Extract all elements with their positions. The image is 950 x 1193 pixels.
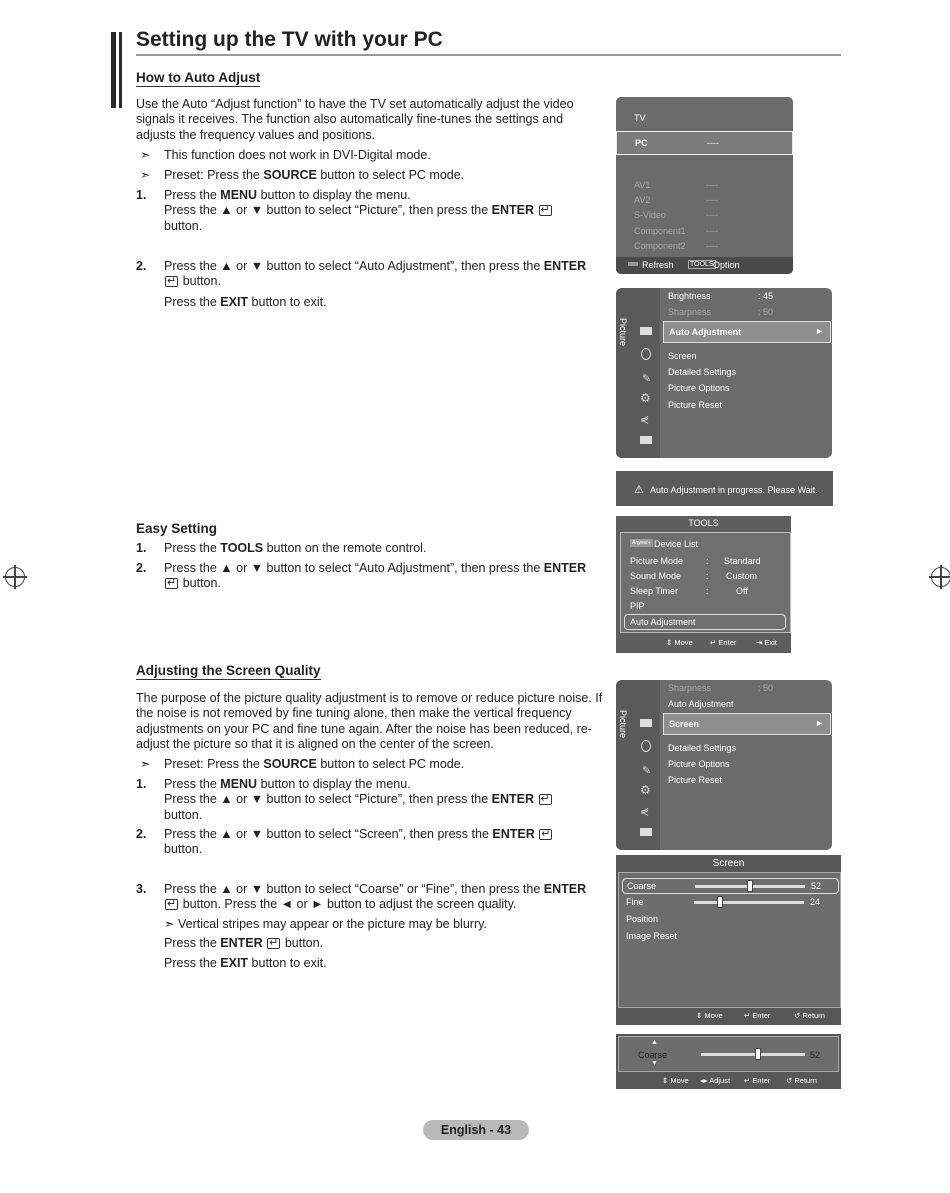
picture-menu-osd-2 [616,680,832,850]
tools-title: TOOLS [688,518,719,528]
menu-item-brightness[interactable]: Brightness [668,291,711,301]
sharpness-value: : 50 [758,307,774,317]
return-hint: ↺ Return [794,1011,825,1020]
enter-icon: ↵ [167,275,177,288]
tools-item-pip[interactable]: PIP [630,601,645,611]
channel-menu-icon[interactable]: ✎ [642,373,652,385]
section-heading-auto-adjust [136,70,260,85]
enter-icon: ↵ [541,828,551,840]
step-number: 3. [136,882,147,896]
page-number-footer: English - 43 [423,1120,529,1140]
menu-item-position[interactable]: Position [626,914,659,924]
menu-item-sharpness[interactable]: Sharpness [668,307,712,317]
menu-item[interactable]: Picture Options [668,383,730,394]
enter-hint: ↵ Enter [744,1076,771,1085]
fine-value: 24 [810,897,821,907]
warning-icon: ⚠ [634,484,644,496]
setup-gear-icon[interactable]: ⚙ [640,783,651,797]
step-body: Press the ▲ or ▼ button to select “Auto Adjustment”, then press the ENTER ↵ button. [164,561,587,591]
coarse-value: 52 [811,881,822,891]
easy-step-2 [136,561,606,592]
arrow-icon: ➣ [140,148,151,162]
setup-gear-icon[interactable]: ⚙ [640,391,651,405]
arrow-icon: ➣ [164,916,175,931]
note-text: Preset: Press the SOURCE button to select PC mode. [164,757,465,771]
move-hint: ⇕ Move [666,638,693,647]
tools-row[interactable]: Sound Mode : Custom [630,571,758,581]
side-label: Picture [618,710,628,739]
fine-slider-knob[interactable] [717,896,723,908]
up-arrow-icon[interactable]: ▲ [651,1039,658,1046]
coarse-adjust-label: Coarse [638,1050,668,1060]
menu-icon-column [616,680,660,850]
menu-items [668,348,736,413]
title-rule [136,54,841,56]
anynet-logo: Anynet+ [632,540,651,546]
input-menu-icon[interactable]: ⋞ [640,414,650,426]
easy-step-1 [136,541,606,556]
screen-quality-intro: The purpose of the picture quality adjustment is to remove or reduce picture noise. If the noise is not removed by fine tuning alone, then make the vertical frequency adjustments on your PC and fine tune again. After the noise has been reduced, re-adjust the picture so that it is aligned on the center of the screen. [136,691,603,752]
registration-mark-left [5,567,25,587]
tools-row[interactable]: Sleep Timer : Off [630,586,748,596]
coarse-row-selected[interactable] [622,878,839,894]
step-number: 1. [136,777,147,791]
menu-item-image-reset[interactable]: Image Reset [626,931,678,941]
page-title: Setting up the TV with your PC [136,28,443,51]
sharpness-value: : 50 [758,683,774,693]
tools-item-device-list[interactable]: Device List [654,539,699,549]
menu-item-auto-adjustment[interactable]: Auto Adjustment [668,699,734,709]
screen-osd [616,855,841,1025]
progress-message-text: Auto Adjustment in progress. Please Wait. [650,485,818,495]
screen-step-1 [136,777,606,823]
note-text: This function does not work in DVI-Digital mode. [164,148,431,162]
option-label[interactable]: Option [713,260,740,270]
auto-adjust-step-2 [136,259,606,310]
step-body: Press the MENU button to display the menu. Press the ▲ or ▼ button to select “Picture”, then press the ENTER ↵ button. [164,188,550,233]
section-heading-easy-setting: Easy Setting [136,521,218,536]
auto-adjust-intro: Use the Auto “Adjust function” to have the TV set automatically adjust the video signals it receives. The function also automatically fine-tunes the settings and adjusts the frequency values and positions. [136,97,574,142]
source-row[interactable]: S-Video ---- [634,210,718,221]
picture-menu-icon[interactable] [640,719,652,727]
auto-adjust-step-1 [136,188,606,234]
arrow-icon: ➣ [140,168,151,182]
coarse-adjust-osd [616,1034,841,1089]
enter-icon: ↵ [269,937,279,950]
source-row[interactable]: Component1 ---- [634,225,718,236]
source-row[interactable]: AV2 ---- [634,195,718,206]
menu-icon-column [616,288,660,458]
enter-icon: ↵ [540,204,550,217]
heading-text: How to Auto Adjust [136,70,261,85]
adjust-hint: ◂▸ Adjust [700,1076,731,1085]
step-number: 1. [136,541,147,555]
heading-text: Adjusting the Screen Quality [136,663,321,678]
source-pc-value: ---- [707,138,719,148]
tools-rows [630,554,761,614]
source-row[interactable]: AV1 ---- [634,180,718,190]
step-number: 2. [136,561,147,575]
margin-bar-thin [119,32,122,108]
source-tv[interactable]: TV [634,113,646,123]
tools-list [620,532,791,633]
step-body: Press the MENU button to display the menu. Press the ▲ or ▼ button to select “Picture”, then press the ENTER ↵ button. [164,777,550,822]
step-body: Press the ▲ or ▼ button to select “Auto Adjustment”, then press the ENTER ↵ button. Press the EXIT button to exit. [164,259,587,309]
step-body: Press the ▲ or ▼ button to select “Coarse” or “Fine”, then press the ENTER ↵ button. Press the ◄ or ► button to adjust the screen quality. ➣ Vertical stripes may appear or the picture may be blurry. Press the ENTER ↵ button. Press the EXIT button to exit. [164,882,587,970]
coarse-adjust-value: 52 [810,1050,821,1060]
enter-hint: ↵ Enter [710,638,737,647]
registration-mark-right [931,567,950,587]
step-body: Press the ▲ or ▼ button to select “Screen”, then press the ENTER ↵ button. [164,827,551,857]
move-hint: ⇕ Move [696,1011,723,1020]
picture-menu-icon[interactable] [640,327,652,335]
coarse-adjust-slider-knob[interactable] [755,1048,761,1060]
step-number: 1. [136,188,147,202]
enter-icon: ↵ [167,898,177,911]
sound-menu-icon[interactable] [641,348,651,360]
tools-item-auto-adjustment-selected[interactable] [624,614,786,630]
arrow-right-icon: ► [815,718,824,728]
menu-item[interactable]: Picture Reset [668,399,723,410]
fine-label: Fine [626,897,644,907]
selected-label: Screen [669,719,700,729]
note-preset-2 [140,757,464,772]
tools-row[interactable]: Picture Mode : Standard [630,556,761,566]
menu-item[interactable]: Screen [668,351,697,361]
screen-osd-title: Screen [712,858,745,869]
screen-step-2 [136,827,606,858]
arrow-right-icon: ► [815,326,824,336]
channel-menu-icon[interactable]: ✎ [642,765,652,777]
menu-item[interactable]: Detailed Settings [668,743,737,753]
coarse-label: Coarse [627,881,657,891]
picture-menu-osd-1 [616,288,832,458]
enter-icon: ↵ [167,577,177,590]
arrow-icon: ➣ [140,757,151,771]
input-menu-icon[interactable]: ⋞ [640,806,650,818]
margin-bar [111,32,116,108]
note-preset [140,168,464,183]
application-menu-icon[interactable] [640,436,652,444]
menu-item-sharpness[interactable]: Sharpness [668,683,712,693]
source-list-osd [616,97,793,274]
enter-icon: ↵ [540,793,550,806]
source-rows [634,178,718,254]
selected-label: Auto Adjustment [669,327,742,337]
exit-hint: ⇥ Exit [756,638,777,647]
step-number: 2. [136,827,147,841]
red-button-icon [628,262,638,266]
side-label: Picture [618,318,628,347]
source-osd-footer [616,257,793,274]
fine-slider-track[interactable] [694,901,804,904]
note-text: Preset: Press the SOURCE button to select PC mode. [164,168,465,182]
source-pc-row[interactable] [616,131,793,155]
menu-item-screen-selected[interactable] [663,713,831,735]
coarse-adjust-slider-track[interactable] [701,1053,805,1056]
screen-step-3 [136,882,606,971]
return-hint: ↺ Return [786,1076,817,1085]
menu-item-auto-adjustment-selected[interactable] [663,321,831,343]
enter-hint: ↵ Enter [744,1011,771,1020]
selected-label: Auto Adjustment [630,617,696,627]
screen-osd-panel [618,872,841,1008]
source-pc-label: PC [635,138,648,148]
menu-item[interactable]: Picture Options [668,759,730,770]
note-dvi [140,148,431,163]
fine-row[interactable] [622,895,837,909]
menu-item[interactable]: Picture Reset [668,775,723,786]
menu-item[interactable]: Detailed Settings [668,367,737,378]
sound-menu-icon[interactable] [641,740,651,752]
tools-badge: TOOLS [690,261,714,268]
down-arrow-icon[interactable]: ▼ [651,1060,658,1067]
brightness-value: : 45 [758,291,774,301]
refresh-label[interactable]: Refresh [642,260,674,270]
step-body: Press the TOOLS button on the remote control. [164,541,427,555]
section-heading-screen-quality [136,663,321,678]
coarse-slider-knob[interactable] [747,880,753,892]
tools-osd [616,516,791,653]
step-number: 2. [136,259,147,273]
application-menu-icon[interactable] [640,828,652,836]
source-row[interactable]: Component2 ---- [634,240,718,251]
menu-items [668,740,736,789]
coarse-adjust-panel [618,1036,839,1072]
move-hint: ⇕ Move [662,1076,689,1085]
progress-message-box [616,471,833,506]
